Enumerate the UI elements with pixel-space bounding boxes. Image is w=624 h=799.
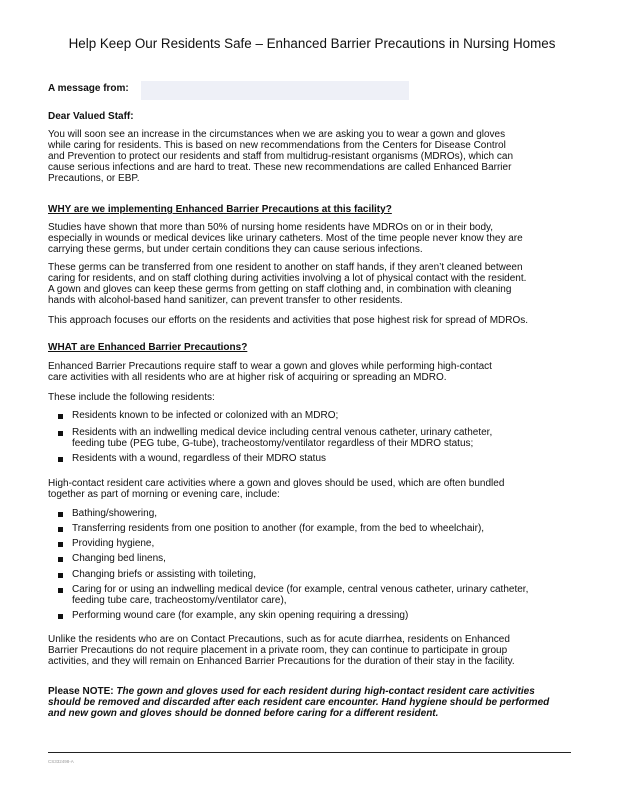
what-paragraph-1 <box>48 361 576 383</box>
list-item-text: Residents known to be infected or colonized with an MDRO; <box>72 410 339 421</box>
text-line: carrying these germs, but under certain conditions they can cause serious infections. <box>48 244 423 255</box>
why-paragraph-2 <box>48 262 576 306</box>
activities-intro <box>48 478 576 500</box>
footer-divider <box>48 752 571 753</box>
bullet-square-icon <box>58 573 63 578</box>
why-paragraph-1 <box>48 222 576 255</box>
text-line: together as part of morning or evening care, include: <box>48 489 280 500</box>
text-line: care activities with all residents who are at higher risk of acquiring or spreading an MDRO. <box>48 372 447 383</box>
intro-line: You will soon see an increase in the circumstances when we are asking you to wear a gown and gloves <box>48 129 506 140</box>
list-item-text: Residents with an indwelling medical device including central venous catheter, urinary catheter, <box>72 427 493 438</box>
list-item-text: Providing hygiene, <box>72 538 155 549</box>
text-line: hands with alcohol-based hand sanitizer, can prevent transfer to other residents. <box>48 295 403 306</box>
list-item-text: Changing briefs or assisting with toileting, <box>72 569 256 580</box>
intro-line: cause serious infections and are hard to treat. These new recommendations are called Enhanced Barrier <box>48 162 512 173</box>
text-line: These germs can be transferred from one resident to another on staff hands, if they aren’t cleaned between <box>48 262 523 273</box>
document-code: CS332498-A <box>48 759 74 764</box>
note-line: and new gown and gloves should be donned before caring for a different resident. <box>48 708 439 719</box>
text-line: caring for residents, and on staff clothing during activities involving a lot of physical contact with the resident. <box>48 273 527 284</box>
intro-line: and Prevention to protect our residents and staff from multidrug-resistant organisms (MDROs), which can <box>48 151 514 162</box>
list-item-text: feeding tube care, tracheostomy/ventilator care), <box>72 595 287 606</box>
text-line: Unlike the residents who are on Contact Precautions, such as for acute diarrhea, residents on Enhanced <box>48 634 510 645</box>
list-item-text: Residents with a wound, regardless of their MDRO status <box>72 453 326 464</box>
note-label: Please NOTE: <box>48 686 114 697</box>
text-line: A gown and gloves can keep these germs from getting on staff clothing and, in combination with cleaning <box>48 284 512 295</box>
text-line: especially in wounds or medical devices like urinary catheters. Most of the time people never know they are <box>48 233 523 244</box>
note-line: The gown and gloves used for each resident during high-contact resident care activities <box>116 686 535 697</box>
bullet-square-icon <box>58 542 63 547</box>
page-title: Help Keep Our Residents Safe – Enhanced Barrier Precautions in Nursing Homes <box>68 36 556 51</box>
bullet-square-icon <box>58 527 63 532</box>
text-line: activities, and they will remain on Enhanced Barrier Precautions for the duration of their stay in the facility. <box>48 656 515 667</box>
greeting: Dear Valued Staff: <box>48 111 134 122</box>
message-from-label: A message from: <box>48 83 129 94</box>
bullet-square-icon <box>58 414 63 419</box>
contact-precautions-paragraph <box>48 634 576 667</box>
list-item-text: Changing bed linens, <box>72 553 166 564</box>
what-heading: WHAT are Enhanced Barrier Precautions? <box>48 342 248 353</box>
text-line: High-contact resident care activities where a gown and gloves should be used, which are often bundled <box>48 478 505 489</box>
intro-line: Precautions, or EBP. <box>48 173 140 184</box>
list-item-text: Caring for or using an indwelling medical device (for example, central venous catheter, urinary catheter, <box>72 584 529 595</box>
bullet-square-icon <box>58 614 63 619</box>
bullet-square-icon <box>58 431 63 436</box>
intro-paragraph <box>48 129 576 184</box>
intro-line: while caring for residents. This is based on new recommendations from the Centers for Disease Control <box>48 140 506 151</box>
bullet-square-icon <box>58 588 63 593</box>
why-paragraph-3: This approach focuses our efforts on the residents and activities that pose highest risk for spread of MDROs. <box>48 315 529 326</box>
list-item-text: Bathing/showering, <box>72 508 158 519</box>
bullet-square-icon <box>58 557 63 562</box>
list-item-text: Transferring residents from one position to another (for example, from the bed to wheelchair), <box>72 523 485 534</box>
note-paragraph <box>48 686 576 719</box>
why-heading: WHY are we implementing Enhanced Barrier Precautions at this facility? <box>48 204 392 215</box>
bullet-square-icon <box>58 512 63 517</box>
include-intro: These include the following residents: <box>48 392 215 403</box>
text-line: Studies have shown that more than 50% of nursing home residents have MDROs on or in their body, <box>48 222 494 233</box>
note-line: should be removed and discarded after each resident care encounter. Hand hygiene should be performed <box>48 697 550 708</box>
list-item-text: feeding tube (PEG tube, G-tube), tracheostomy/ventilator regardless of their MDRO status; <box>72 438 474 449</box>
bullet-square-icon <box>58 457 63 462</box>
list-item-text: Performing wound care (for example, any skin opening requiring a dressing) <box>72 610 409 621</box>
text-line: Barrier Precautions do not require placement in a private room, they can continue to participate in group <box>48 645 508 656</box>
text-line: Enhanced Barrier Precautions require staff to wear a gown and gloves while performing high-contact <box>48 361 492 372</box>
message-from-field[interactable] <box>141 81 409 100</box>
